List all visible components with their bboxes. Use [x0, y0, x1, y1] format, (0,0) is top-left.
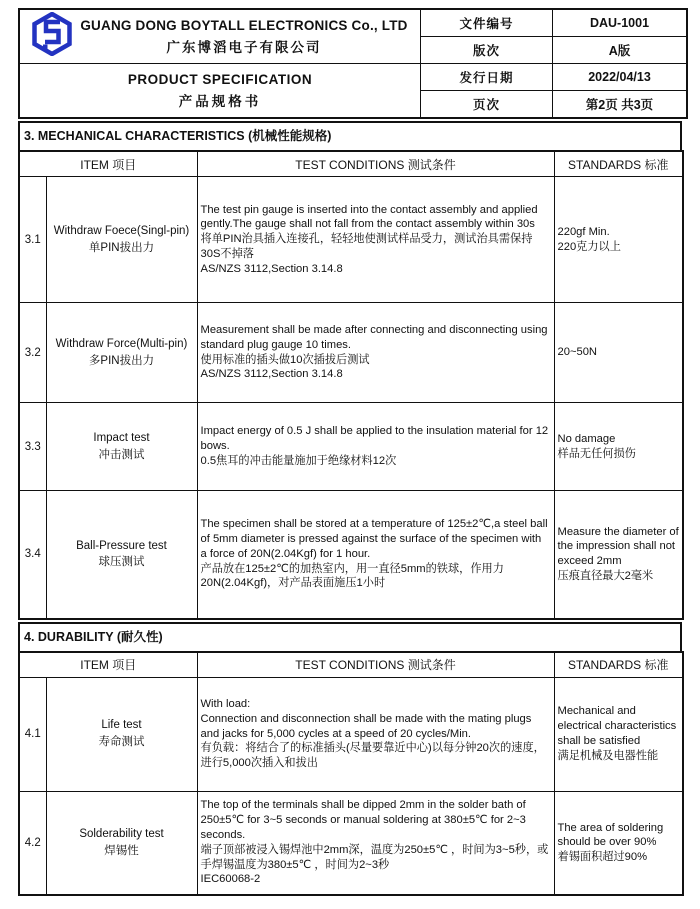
standard-line: No damage — [557, 432, 616, 445]
table-header-row — [19, 151, 683, 177]
col-header-conditions: TEST CONDITIONS 测试条件 — [197, 151, 554, 177]
standard-line: 着锡面积超过90% — [557, 851, 648, 864]
company-cell — [19, 9, 421, 64]
header-field-label-page: 页次 — [421, 91, 553, 119]
item-cell — [46, 403, 197, 491]
row-number: 4.2 — [19, 791, 46, 895]
row-number: 3.1 — [19, 177, 46, 303]
table-row-3-1 — [19, 177, 683, 303]
doc-title-cell — [19, 64, 421, 119]
conditions-cell — [197, 303, 554, 403]
table-row-3-3 — [19, 403, 683, 491]
item-name-cn: 单PIN拔出力 — [88, 241, 155, 254]
header-field-label-revision: 版次 — [421, 37, 553, 64]
section-title-durability: 4. DURABILITY (耐久性) — [18, 622, 682, 653]
standard-line: Mechanical and electrical characteristics shall be satisfied — [557, 705, 677, 747]
company-logo-icon — [32, 12, 72, 61]
conditions-cell — [197, 177, 554, 303]
header-field-value-docno: DAU-1001 — [553, 9, 688, 37]
item-cell — [46, 791, 197, 895]
item-name-en: Life test — [101, 719, 142, 732]
item-name-cn: 寿命测试 — [98, 736, 145, 748]
standards-cell — [554, 303, 683, 403]
header-field-value-revision: A版 — [553, 37, 688, 64]
item-cell — [46, 177, 197, 303]
item-name-cn: 冲击测试 — [98, 448, 145, 461]
standards-cell — [554, 177, 683, 303]
condition-line: The specimen shall be stored at a temperature of 125±2℃,a steel ball of 5mm diameter is pressed against the surface of the specimen with a force of 20N(2.04Kgf) for 1 hour. — [200, 518, 548, 560]
condition-line: 使用标准的插头做10次插拔后测试 — [200, 353, 370, 366]
standard-line: 压痕直径最大2毫米 — [557, 570, 654, 583]
company-name-cn: 广东博滔电子有限公司 — [166, 39, 322, 55]
standards-cell — [554, 791, 683, 895]
item-name-cn: 球压测试 — [98, 556, 145, 569]
table-row-3-4 — [19, 491, 683, 619]
page-content — [18, 8, 682, 896]
spec-table-durability — [18, 651, 684, 897]
table-header-row — [19, 652, 683, 678]
standard-line: 满足机械及电器性能 — [557, 749, 659, 762]
item-name-en: Impact test — [93, 431, 150, 444]
table-row-4-1 — [19, 677, 683, 791]
conditions-cell — [197, 677, 554, 791]
standards-cell — [554, 677, 683, 791]
company-name-en: GUANG DONG BOYTALL ELECTRONICS Co., LTD — [80, 17, 408, 33]
col-header-standards: STANDARDS 标准 — [554, 151, 683, 177]
standard-line: 220克力以上 — [557, 240, 621, 253]
table-row-3-2 — [19, 303, 683, 403]
condition-line: 0.5焦耳的冲击能量施加于绝缘材料12次 — [200, 454, 397, 467]
condition-line: 产品放在125±2℃的加热室内，用一直径5mm的铁球，作用力20N(2.04Kgf)，对产品表面施压1小时 — [200, 562, 504, 590]
doc-title-cn: 产品规格书 — [178, 93, 262, 109]
conditions-cell — [197, 491, 554, 619]
header-field-label-issue-date: 发行日期 — [421, 64, 553, 91]
conditions-cell — [197, 791, 554, 895]
condition-line: Impact energy of 0.5 J shall be applied to the insulation material for 12 bows. — [200, 425, 549, 453]
col-header-conditions: TEST CONDITIONS 测试条件 — [197, 652, 554, 678]
row-number: 3.4 — [19, 491, 46, 619]
condition-line: 端子顶部被浸入锡焊池中2mm深，温度为250±5℃ ，时间为3~5秒，或手焊锡温度为380±5℃ ，时间为2~3秒 — [200, 843, 549, 871]
condition-line: IEC60068-2 — [200, 873, 261, 886]
item-name-en: Withdraw Foece(Singl-pin) — [53, 224, 190, 237]
item-name-cn: 多PIN拔出力 — [88, 354, 155, 367]
spec-table-mechanical — [18, 150, 684, 620]
standard-line: Measure the diameter of the impression shall not exceed 2mm — [557, 525, 679, 568]
item-cell — [46, 303, 197, 403]
header-field-value-issue-date: 2022/04/13 — [553, 64, 688, 91]
condition-line: The top of the terminals shall be dipped 2mm in the solder bath of 250±5℃ for 3~5 seconds or manual soldering at 380±5℃ for 2~3 seconds. — [200, 799, 526, 841]
header-field-value-page: 第2页 共3页 — [553, 91, 688, 119]
condition-line: With load: — [200, 698, 251, 711]
item-name-en: Solderability test — [79, 828, 164, 841]
item-name-en: Ball-Pressure test — [76, 539, 167, 552]
item-name-en: Withdraw Force(Multi-pin) — [55, 337, 188, 350]
condition-line: Measurement shall be made after connecting and disconnecting using standard plug gauge 10 times. — [200, 323, 548, 351]
item-cell — [46, 677, 197, 791]
doc-title-en: PRODUCT SPECIFICATION — [127, 71, 313, 87]
condition-line: Connection and disconnection shall be made with the mating plugs and jacks for 5,000 cycles at a speed of 20 cycles/Min. — [200, 712, 532, 740]
condition-line: 有负载：将结合了的标准插头(尽量要靠近中心)以每分钟20次的速度，进行5,000次插入和拔出 — [200, 742, 545, 770]
section-title-mechanical: 3. MECHANICAL CHARACTERISTICS (机械性能规格) — [18, 121, 682, 152]
document-header-table — [18, 8, 688, 119]
col-header-item: ITEM 项目 — [19, 652, 197, 678]
standards-cell — [554, 403, 683, 491]
item-name-cn: 焊锡性 — [104, 844, 139, 857]
row-number: 4.1 — [19, 677, 46, 791]
condition-line: AS/NZS 3112,Section 3.14.8 — [200, 368, 343, 381]
standard-line: The area of soldering should be over 90% — [557, 821, 664, 849]
standard-line: 样品无任何损伤 — [557, 447, 636, 460]
col-header-item: ITEM 项目 — [19, 151, 197, 177]
row-number: 3.2 — [19, 303, 46, 403]
standard-line: 20~50N — [557, 346, 598, 359]
row-number: 3.3 — [19, 403, 46, 491]
conditions-cell — [197, 403, 554, 491]
condition-line: 将单PIN治具插入连接孔，轻轻地使测试样品受力，测试治具需保持30S不掉落 — [200, 233, 533, 260]
standard-line: 220gf Min. — [557, 225, 610, 238]
header-field-label-docno: 文件编号 — [421, 9, 553, 37]
condition-line: AS/NZS 3112,Section 3.14.8 — [200, 262, 343, 275]
condition-line: The test pin gauge is inserted into the contact assembly and applied gently.The gauge shall not fall from the contact assembly within 30s — [200, 203, 538, 231]
col-header-standards: STANDARDS 标准 — [554, 652, 683, 678]
standards-cell — [554, 491, 683, 619]
table-row-4-2 — [19, 791, 683, 895]
item-cell — [46, 491, 197, 619]
